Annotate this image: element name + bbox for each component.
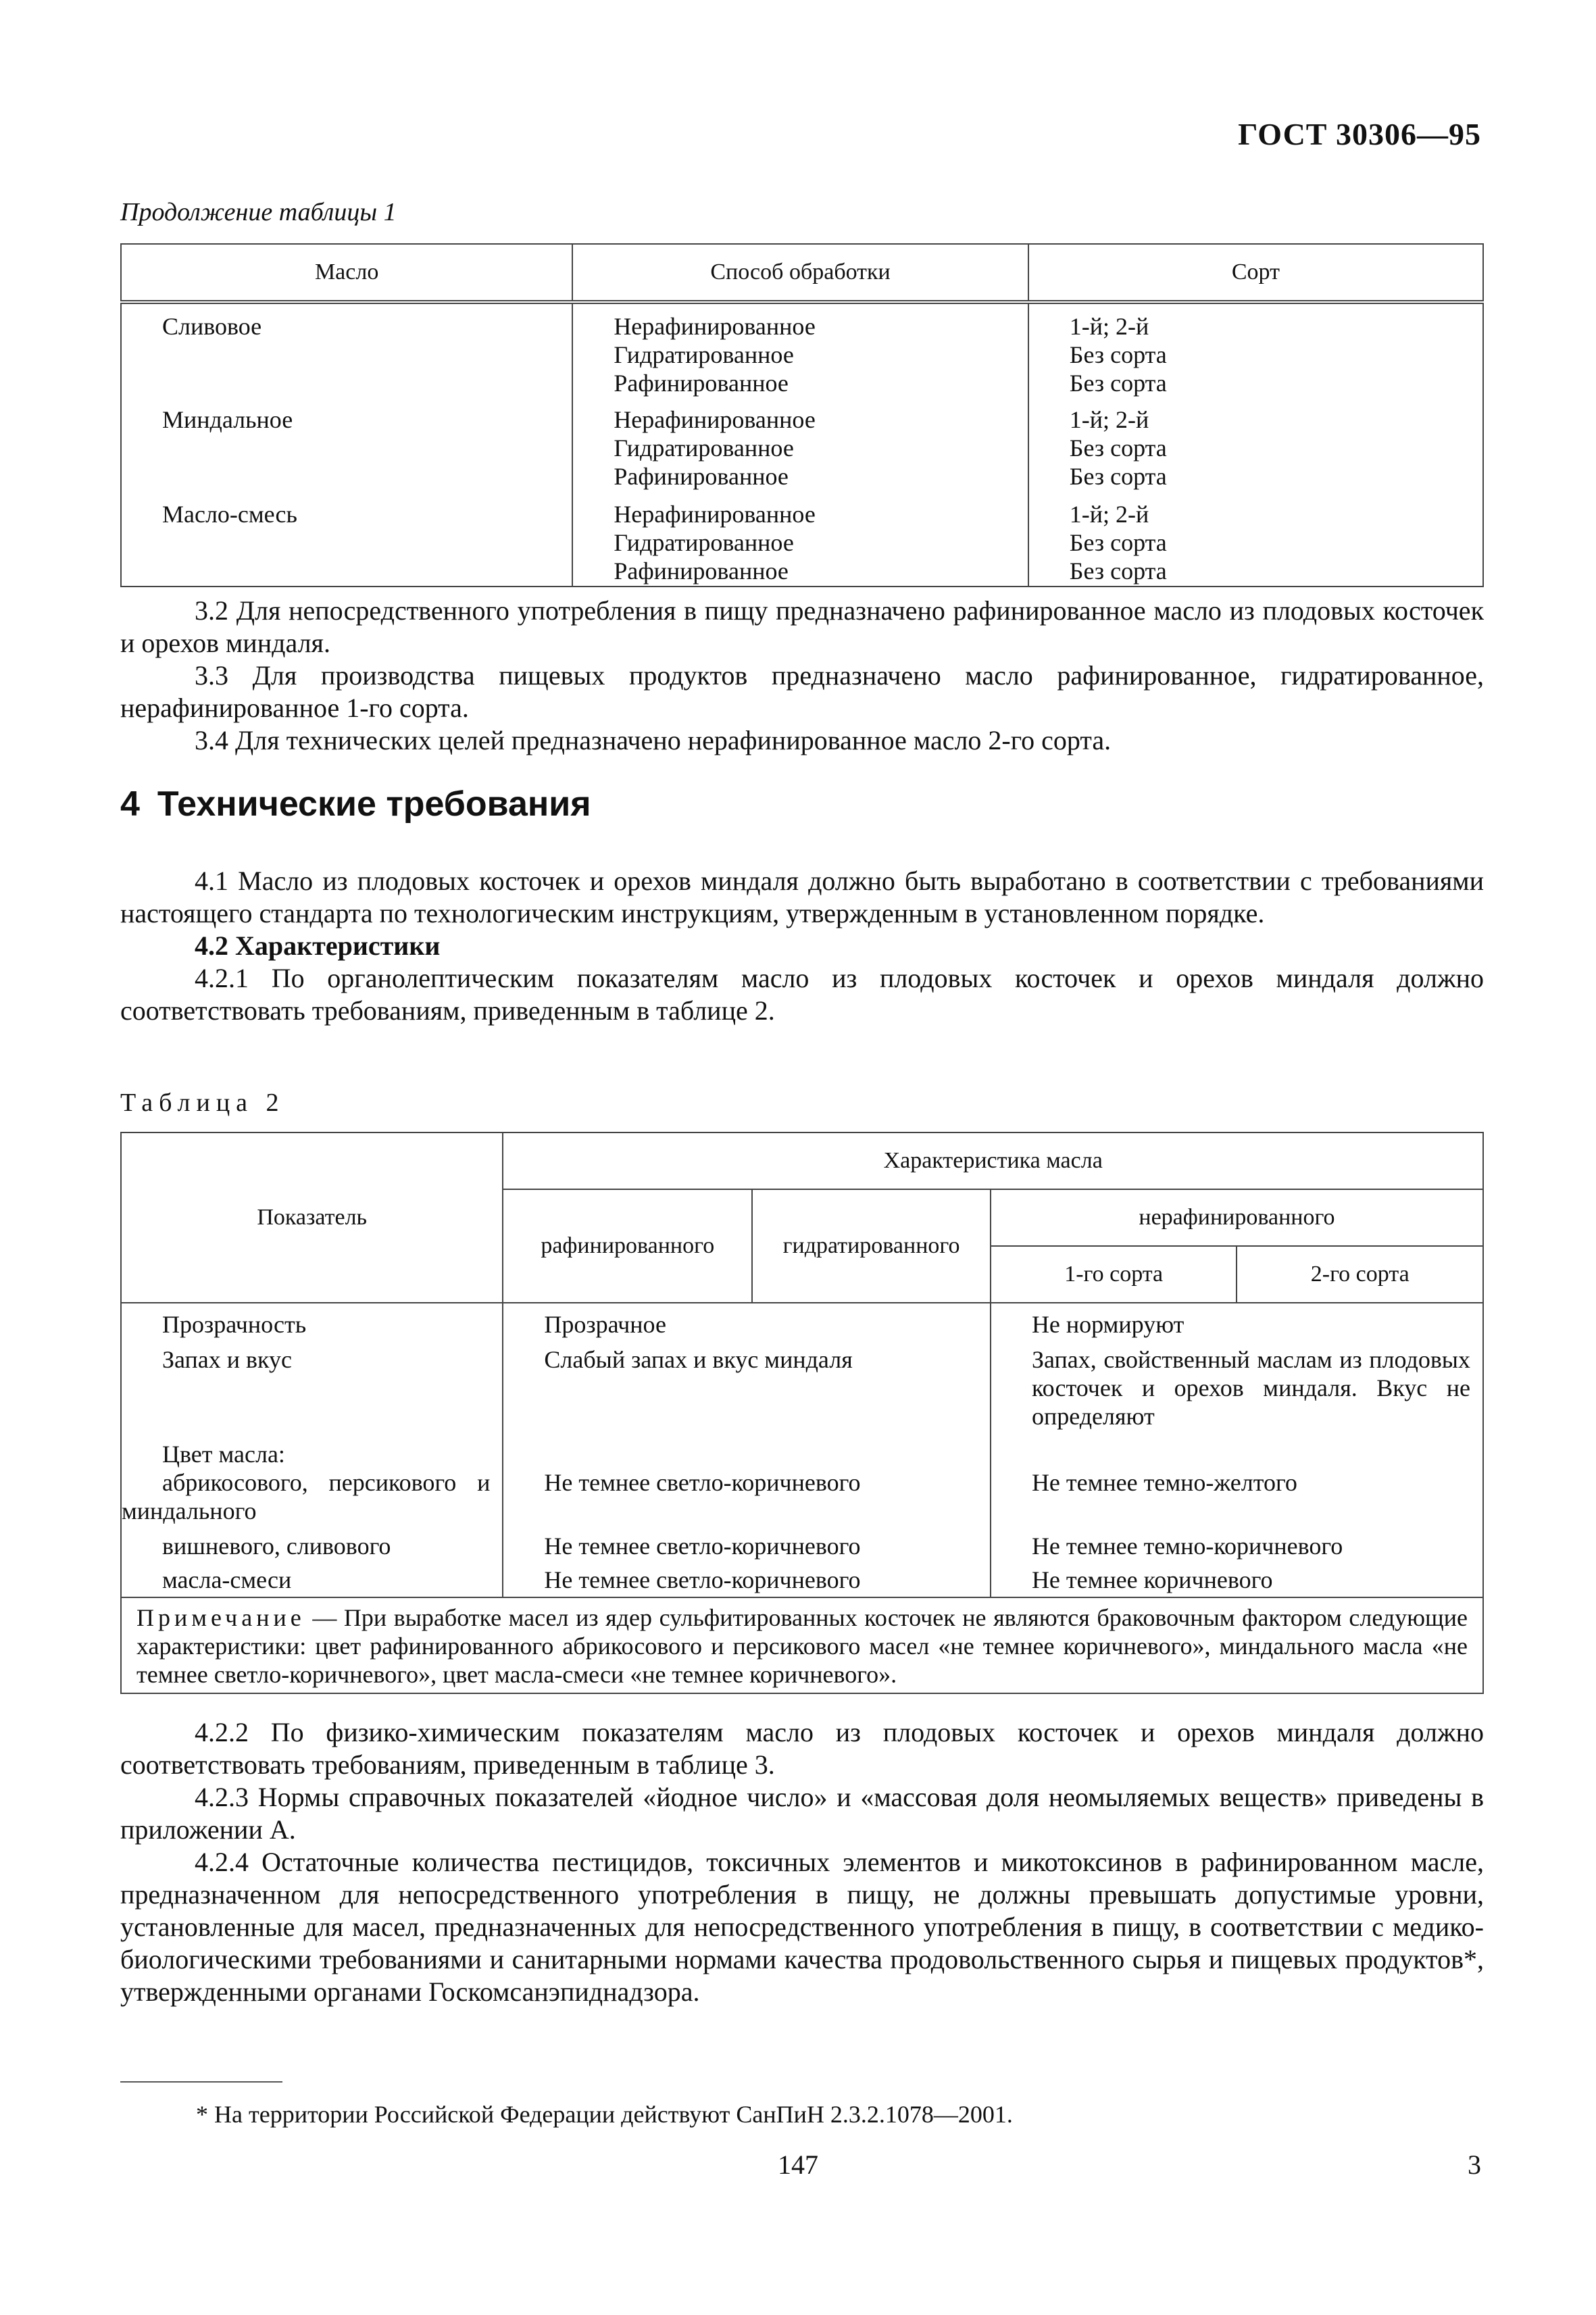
col-header-grade-2: 2-го сорта (1237, 1246, 1483, 1303)
table-row (121, 1430, 1483, 1468)
method: Рафинированное (614, 557, 789, 584)
unrefined-cell: Не темнее коричневого (991, 1560, 1483, 1597)
paragraphs-4-2 (120, 1716, 1484, 2008)
col-header-method: Способ обработки (572, 244, 1028, 302)
indicator-cell: вишневого, сливового (121, 1525, 503, 1560)
footnote-divider (120, 2081, 282, 2083)
page-number-center: 147 (778, 2149, 818, 2180)
table-row (121, 1303, 1483, 1339)
method: Рафинированное (614, 370, 789, 397)
note-label: Примечание (136, 1604, 305, 1631)
unrefined-cell: Не нормируют (991, 1303, 1483, 1339)
refined-cell: Слабый запах и вкус миндаля (503, 1339, 991, 1430)
table-row (121, 397, 1483, 492)
subheading-4-2: 4.2 Характеристики (195, 930, 441, 961)
refined-cell: Не темнее светло-коричневого (503, 1560, 991, 1597)
section-title: Технические требования (157, 785, 591, 824)
col-header-oil: Масло (121, 244, 572, 302)
method: Гидратированное (614, 341, 794, 368)
paragraphs-3 (120, 595, 1484, 757)
section-number: 4 (120, 785, 140, 824)
paragraph-3-3: 3.3 Для производства пищевых продуктов предназначено масло рафинированное, гидратированное, нерафинированное 1-го сорта. (120, 660, 1484, 723)
table-row (121, 1525, 1483, 1560)
grade: Без сорта (1069, 341, 1167, 368)
indicator-cell: Запах и вкус (121, 1339, 503, 1430)
method: Рафинированное (614, 463, 789, 490)
col-header-characteristic: Характеристика масла (503, 1132, 1483, 1189)
paragraph-4-2-2: 4.2.2 По физико-химическим показателям масло из плодовых косточек и орехов миндаля должно соответствовать требованиям, приведенным в таблице 3. (120, 1717, 1484, 1780)
page-number-right: 3 (1468, 2149, 1481, 2180)
paragraph-3-2: 3.2 Для непосредственного употребления в пищу предназначено рафинированное масло из плодовых косточек и орехов миндаля. (120, 595, 1484, 658)
standard-number: ГОСТ 30306—95 (1238, 117, 1481, 151)
method: Нерафинированное (614, 406, 816, 433)
section-heading (120, 784, 609, 824)
unrefined-cell (991, 1430, 1483, 1468)
oil-name: Сливовое (162, 313, 262, 340)
table-1 (120, 243, 1484, 587)
paragraph-3-4: 3.4 Для технических целей предназначено нерафинированное масло 2-го сорта. (195, 725, 1112, 755)
col-header-grade-1: 1-го сорта (991, 1246, 1237, 1303)
unrefined-cell: Запах, свойственный маслам из плодовых косточек и орехов миндаля. Вкус не определяют (991, 1339, 1483, 1430)
table-row (121, 1468, 1483, 1525)
footnote: * На территории Российской Федерации действуют СанПиН 2.3.2.1078—2001. (196, 2101, 1013, 2128)
indicator-cell: Прозрачность (121, 1303, 503, 1339)
grade: Без сорта (1069, 463, 1167, 490)
table-row (121, 492, 1483, 587)
col-header-grade: Сорт (1028, 244, 1483, 302)
paragraph-4-1: 4.1 Масло из плодовых косточек и орехов миндаля должно быть выработано в соответствии с требованиями настоящего стандарта по технологическим инструкциям, утвержденным в установленном порядке. (120, 866, 1484, 928)
oil-name: Масло-смесь (162, 501, 297, 528)
method: Нерафинированное (614, 313, 816, 340)
grade: Без сорта (1069, 557, 1167, 584)
col-header-refined: рафинированного (503, 1189, 752, 1303)
method: Нерафинированное (614, 501, 816, 528)
section-4-text (120, 865, 1484, 1027)
table-note-row (121, 1597, 1483, 1693)
grade: Без сорта (1069, 434, 1167, 462)
paragraph-4-2-3: 4.2.3 Нормы справочных показателей «йодное число» и «массовая доля неомыляемых веществ» приведены в приложении А. (120, 1782, 1484, 1845)
method: Гидратированное (614, 529, 794, 556)
refined-cell: Не темнее светло-коричневого (503, 1468, 991, 1525)
table-row (121, 1339, 1483, 1430)
table-row (121, 1560, 1483, 1597)
grade: 1-й; 2-й (1069, 313, 1149, 340)
indicator-cell: масла-смеси (121, 1560, 503, 1597)
refined-cell (503, 1430, 991, 1468)
col-header-unrefined: нерафинированного (991, 1189, 1483, 1246)
method: Гидратированное (614, 434, 794, 462)
oil-name: Миндальное (162, 406, 293, 433)
indicator-cell: абрикосового, персикового и миндального (121, 1468, 503, 1525)
refined-cell: Прозрачное (503, 1303, 991, 1339)
table-2-caption: Таблица 2 (120, 1089, 285, 1117)
unrefined-cell: Не темнее темно-коричневого (991, 1525, 1483, 1560)
col-header-indicator: Показатель (121, 1132, 503, 1303)
paragraph-4-2-4: 4.2.4 Остаточные количества пестицидов, токсичных элементов и микотоксинов в рафинированном масле, предназначенном для непосредственного употребления в пищу, не должны превышать допустимые уровни, установленные для масел, предназначенных для непосредственного употребления в пищу, в соответствии с медико-биологическими требованиями и санитарными нормами качества продовольственного сырья и пищевых продуктов*, утвержденными органами Госкомсанэпиднадзора. (120, 1847, 1484, 2007)
unrefined-cell: Не темнее темно-желтого (991, 1468, 1483, 1525)
refined-cell: Не темнее светло-коричневого (503, 1525, 991, 1560)
grade: Без сорта (1069, 370, 1167, 397)
grade: Без сорта (1069, 529, 1167, 556)
col-header-hydrated: гидратированного (752, 1189, 991, 1303)
table-row (121, 302, 1483, 397)
note-text: — При выработке масел из ядер сульфитированных косточек не являются браковочным фактором следующие характеристики: цвет рафинированного абрикосового и персикового масел «не темнее коричневого», миндального масла «не темнее светло-коричневого», цвет масла-смеси «не темнее коричневого». (136, 1604, 1468, 1688)
table-continuation-label: Продолжение таблицы 1 (120, 198, 397, 226)
grade: 1-й; 2-й (1069, 501, 1149, 528)
paragraph-4-2-1: 4.2.1 По органолептическим показателям масло из плодовых косточек и орехов миндаля должно соответствовать требованиям, приведенным в таблице 2. (120, 963, 1484, 1026)
grade: 1-й; 2-й (1069, 406, 1149, 433)
table-note (121, 1597, 1483, 1693)
table-2 (120, 1132, 1484, 1694)
indicator-cell: Цвет масла: (121, 1430, 503, 1468)
